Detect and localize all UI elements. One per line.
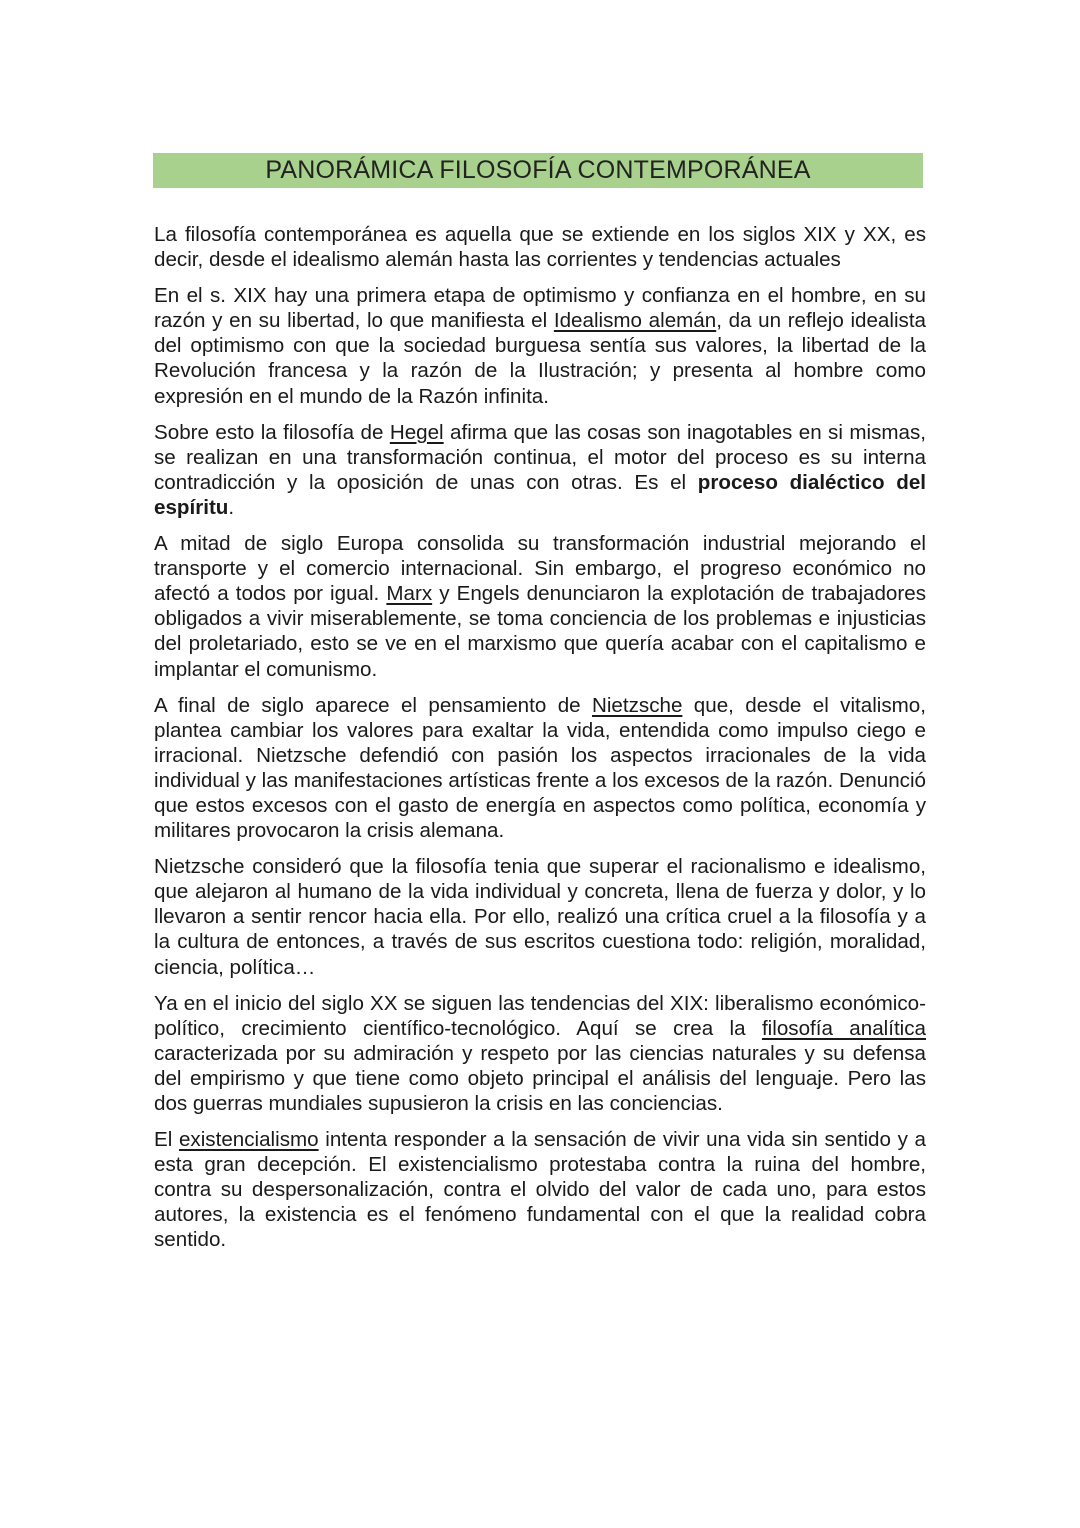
paragraph-text: intenta responder a la sensación de vivir una vida sin sentido y a esta gran decepción. El existencialismo protestaba contra la ruina del hombre, contra su despersonalización, contra el olvido del valor de cada uno, para estos autores, la existencia es el fenómeno fundamental con el que la realidad cobra sentido. [154, 1128, 926, 1252]
paragraph-text: En el s. XIX hay una primera etapa de optimismo y confianza en el hombre, en su razón y en su libertad, lo que manifiesta el [154, 284, 926, 333]
paragraph-text: , da un reflejo idealista del optimismo con que la sociedad burguesa sentía sus valores, la libertad de la Revolución francesa y la razón de la Ilustración; y presenta al hombre como expresión en el mundo de la Razón infinita. [154, 309, 927, 408]
underlined-term-nietzsche: Nietzsche [591, 693, 683, 717]
underlined-term-idealismo: Idealismo alemán [553, 309, 717, 333]
page-title: PANORÁMICA FILOSOFÍA CONTEMPORÁNEA [265, 156, 811, 184]
paragraph-text: afirma que las cosas son inagotables en si mismas, se realizan en una transformación continua, el motor del proceso es su interna contradicción y la oposición de unas con otras. Es el [154, 420, 926, 494]
paragraph-text: El [154, 1128, 179, 1152]
paragraph-8 [154, 1127, 926, 1252]
bold-term: proceso dialéctico del espíritu [154, 470, 926, 519]
paragraph-4 [154, 531, 926, 682]
document-body [154, 222, 926, 1264]
paragraph-text: A final de siglo aparece el pensamiento de [154, 693, 592, 717]
underlined-term-existencialismo: existencialismo [178, 1128, 319, 1152]
paragraph-6 [154, 854, 926, 979]
paragraph-text: A mitad de siglo Europa consolida su transformación industrial mejorando el transporte y el comercio internacional. Sin embargo, el progreso económico no afectó a todos por igual. [154, 532, 926, 606]
paragraph-1 [154, 222, 926, 272]
paragraph-text: que, desde el vitalismo, plantea cambiar los valores para exaltar la vida, entendida como impulso ciego e irracional. Nietzsche defendió con pasión los aspectos irracionales de la vida individual y las manifestaciones artísticas frente a los excesos de la razón. Denunció que estos excesos con el gasto de energía en aspectos como política, economía y militares provocaron la crisis alemana. [154, 693, 926, 843]
title-banner [153, 153, 923, 188]
underlined-term-analitica: filosofía analítica [761, 1016, 926, 1040]
paragraph-7 [154, 991, 926, 1116]
paragraph-text: y Engels denunciaron la explotación de trabajadores obligados a vivir miserablemente, se toma conciencia de los problemas e injusticias del proletariado, esto se ve en el marxismo que quería acabar con el capitalismo e implantar el comunismo. [154, 582, 926, 681]
paragraph-text: . [228, 495, 235, 519]
paragraph-3 [154, 420, 926, 520]
paragraph-text: Ya en el inicio del siglo XX se siguen las tendencias del XIX: liberalismo económico-político, crecimiento científico-tecnológico. Aquí se crea la [154, 991, 926, 1040]
paragraph-text: caracterizada por su admiración y respeto por las ciencias naturales y su defensa del empirismo y que tiene como objeto principal el análisis del lenguaje. Pero las dos guerras mundiales supusieron la crisis en las conciencias. [154, 1041, 926, 1115]
paragraph-text: La filosofía contemporánea es aquella que se extiende en los siglos XIX y XX, es decir, desde el idealismo alemán hasta las corrientes y tendencias actuales [154, 223, 926, 272]
paragraph-2 [154, 283, 926, 408]
underlined-term-marx: Marx [386, 582, 433, 606]
underlined-term-hegel: Hegel [389, 420, 444, 444]
paragraph-5 [154, 693, 926, 844]
paragraph-text: Nietzsche consideró que la filosofía tenia que superar el racionalismo e idealismo, que alejaron al humano de la vida individual y concreta, llena de fuerza y dolor, y lo llevaron a sentir rencor hacia ella. Por ello, realizó una crítica cruel a la filosofía y a la cultura de entonces, a través de sus escritos cuestiona todo: religión, moralidad, ciencia, política… [154, 855, 926, 979]
paragraph-text: Sobre esto la filosofía de [154, 420, 390, 444]
